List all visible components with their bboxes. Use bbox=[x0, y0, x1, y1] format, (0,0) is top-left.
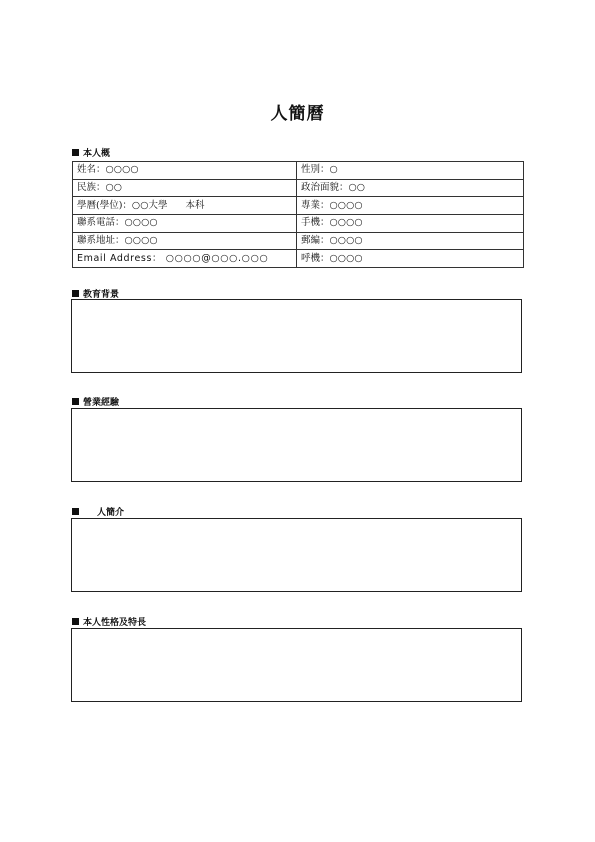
section-heading-intro bbox=[72, 505, 124, 518]
table-row bbox=[73, 250, 524, 268]
square-bullet-icon bbox=[72, 290, 79, 297]
page-title: 人簡曆 bbox=[270, 104, 325, 124]
education-degree-text: 學曆(學位)：○○大學 bbox=[77, 199, 168, 211]
pager-cell: 呼機：○○○○ bbox=[297, 250, 524, 268]
mobile-cell: 手機：○○○○ bbox=[297, 215, 524, 233]
table-row bbox=[73, 232, 524, 250]
section-heading-traits bbox=[72, 615, 146, 628]
experience-box[interactable] bbox=[71, 408, 522, 482]
section-heading-label: 營業經驗 bbox=[83, 398, 120, 408]
square-bullet-icon bbox=[72, 398, 79, 405]
traits-box[interactable] bbox=[71, 628, 522, 702]
table-row bbox=[73, 162, 524, 180]
basic-info-table bbox=[72, 161, 524, 268]
postcode-cell: 郵編：○○○○ bbox=[297, 232, 524, 250]
section-heading-basic bbox=[72, 146, 110, 159]
section-heading-experience bbox=[72, 395, 119, 408]
email-cell: Email Address： ○○○○@○○○.○○○ bbox=[73, 250, 297, 268]
gender-cell: 性別：○ bbox=[297, 162, 524, 180]
square-bullet-icon bbox=[72, 508, 79, 515]
intro-box[interactable] bbox=[71, 518, 522, 592]
ethnicity-cell: 民族：○○ bbox=[73, 179, 297, 197]
section-heading-label: 人簡介 bbox=[97, 508, 125, 518]
section-heading-label: 教育背景 bbox=[83, 290, 120, 300]
education-degree-cell bbox=[73, 197, 297, 215]
table-row bbox=[73, 179, 524, 197]
square-bullet-icon bbox=[72, 149, 79, 156]
section-heading-label: 本人概 bbox=[83, 149, 111, 159]
phone-cell: 聯系電話：○○○○ bbox=[73, 215, 297, 233]
address-cell: 聯系地址：○○○○ bbox=[73, 232, 297, 250]
table-row bbox=[73, 215, 524, 233]
section-heading-label: 本人性格及特長 bbox=[83, 618, 147, 628]
major-cell: 專業：○○○○ bbox=[297, 197, 524, 215]
education-box[interactable] bbox=[71, 299, 522, 373]
political-status-cell: 政治面貌：○○ bbox=[297, 179, 524, 197]
square-bullet-icon bbox=[72, 618, 79, 625]
table-row bbox=[73, 197, 524, 215]
degree-level-text: 本科 bbox=[185, 199, 205, 211]
name-cell: 姓名：○○○○ bbox=[73, 162, 297, 180]
